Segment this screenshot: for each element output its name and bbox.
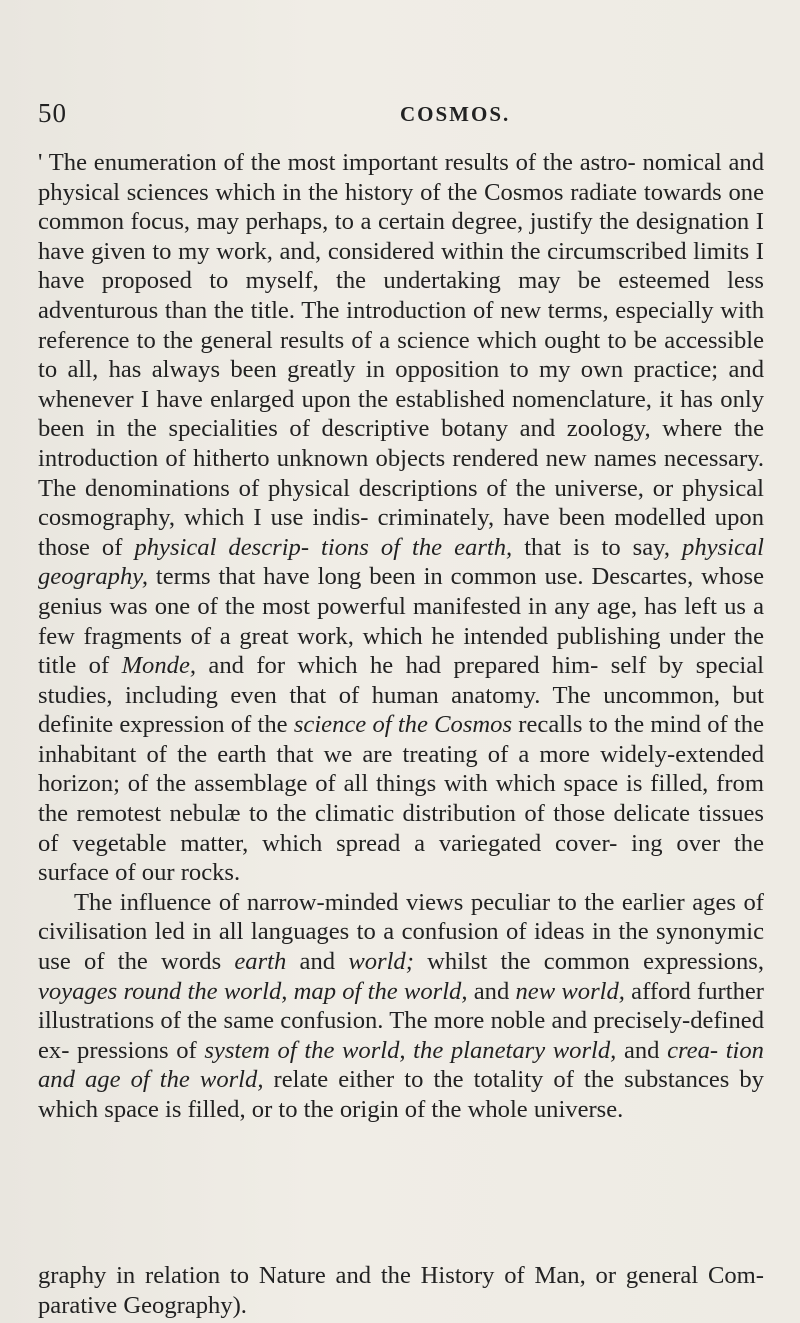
text-run: and — [467, 977, 516, 1005]
text-run: recalls to the mind of the inhabitant of the earth that we are treating of a more widely-extended horizon; of the assemblage of all things with which space is filled, from the remotest nebulæ to the climatic distribution of those delicate tissues of vegetable matter, which spread a variegated cover- ing over the surface of our rocks. — [38, 711, 764, 887]
italic-text: system of the world, the planetary world, — [204, 1036, 617, 1064]
text-run: relate either to the totality of the substances by which space is filled, or to the origin of the whole universe. — [38, 1066, 764, 1123]
italic-text: science of the Cosmos — [293, 711, 513, 739]
text-run: afford further illustrations of the same confusion. The more noble and precisely-defined ex- pressions of — [38, 977, 764, 1064]
text-run: The influence of narrow-minded views peculiar to the earlier ages of civilisation led in all languages to a confusion of ideas in the synonymic use of the words — [38, 888, 764, 976]
text-run: and — [616, 1036, 668, 1064]
text-run: and for which he had prepared him- self by special studies, including even that of human anatomy. The uncommon, but definite expression of the — [38, 652, 764, 739]
paragraph-2 — [38, 888, 764, 1125]
italic-text: voyages round the world, map of the world, — [38, 977, 468, 1005]
italic-text: physical descrip- tions of the earth, — [134, 533, 513, 561]
footnote-continuation: graphy in relation to Nature and the History of Man, or general Com- parative Geography). — [38, 1262, 764, 1319]
italic-text: new world, — [515, 977, 625, 1005]
running-head: COSMOS. — [400, 102, 511, 126]
italic-text: crea- tion and age of the world, — [38, 1036, 764, 1094]
text-run: terms that have long been in common use. Descartes, whose genius was one of the most powerful manifested in any age, has left us a few fragments of a great work, which he intended publishing under the title of — [38, 563, 764, 680]
italic-text: physical geography, — [38, 533, 764, 591]
italic-text: Monde, — [121, 652, 197, 680]
body-text — [38, 148, 764, 1125]
page-number: 50 — [38, 98, 67, 128]
text-run: and — [286, 948, 349, 976]
italic-text: earth — [234, 948, 287, 976]
text-run: ' The enumeration of the most important results of the astro- nomical and physical sciences which in the history of the Cosmos radiate towards one common focus, may perhaps, to a certain degree, justify the designation I have given to my work, and, considered within the circumscribed limits I have proposed to myself, the undertaking may be esteemed less adventurous than the title. The introduction of new terms, especially with reference to the general results of a science which ought to be accessible to all, has always been greatly in opposition to my own practice; and whenever I have enlarged upon the established nomenclature, it has only been in the specialities of descriptive botany and zoology, where the introduction of hitherto unknown objects rendered new names necessary. The denominations of physical descriptions of the universe, or physical cosmography, which I use indis- criminately, have been modelled upon those of — [38, 149, 764, 561]
page-header — [38, 98, 758, 138]
text-run: whilst the common expressions, — [413, 948, 764, 976]
text-run: that is to say, — [512, 533, 683, 561]
italic-text: world; — [348, 948, 414, 976]
paragraph-1 — [38, 148, 764, 888]
